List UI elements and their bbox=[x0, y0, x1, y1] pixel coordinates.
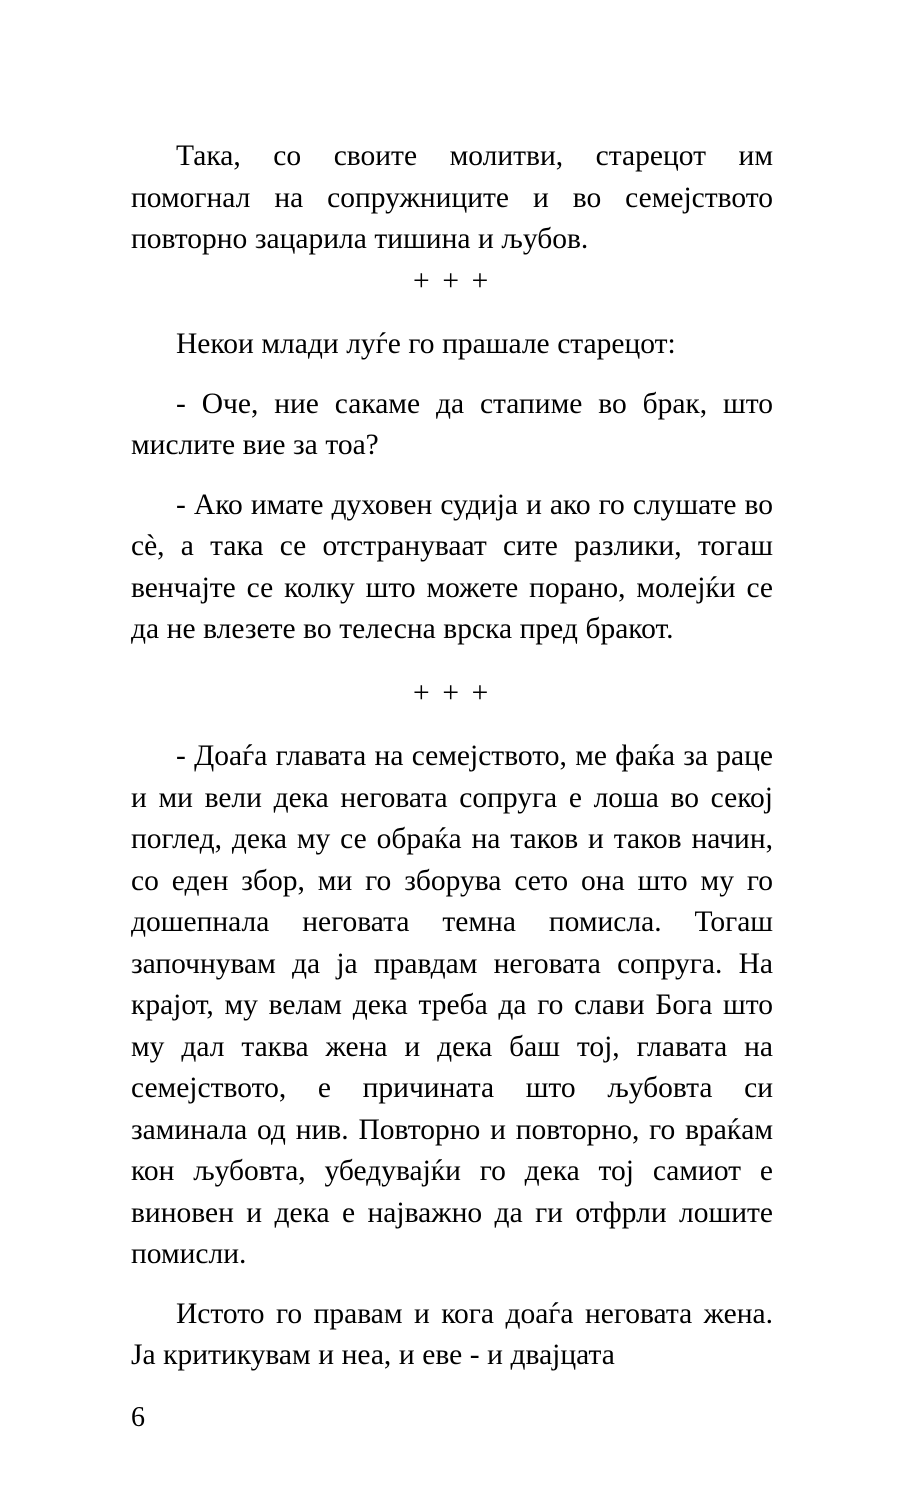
dialogue-paragraph: - Ако имате духовен судија и ако го слушате во сѐ, а така се отстрануваат сите разлики, тогаш венчајте се колку што можете порано, молејќи се да не влезете во телесна врска пред бракот. bbox=[131, 488, 773, 645]
section-separator: + + + bbox=[413, 264, 491, 297]
paragraph: Некои млади луѓе го прашале старецот: bbox=[176, 328, 676, 360]
dialogue-paragraph: - Доаѓа главата на семејството, ме фаќа за раце и ми вели дека неговата сопруга е лоша во секој поглед, дека му се обраќа на таков и таков начин, со еден збор, ми го зборува сето она што му го дошепнала неговата темна помисла. Тогаш започнувам да ја правдам неговата сопруга. На крајот, му велам дека треба да го слави Бога што му дал таква жена и дека баш тој, главата на семејството, е причината што љубовта си заминала од нив. Повторно и повторно, го враќам кон љубовта, убедувајќи го дека тој самиот е виновен и дека е најважно да ги отфрли лошите помисли. bbox=[131, 740, 773, 1270]
paragraph: Истото го правам и кога доаѓа неговата жена. Ја критикувам и неа, и еве - и двајцата bbox=[131, 1297, 773, 1371]
page-text-block bbox=[131, 136, 773, 1377]
paragraph: Така, со своите молитви, старецот им помогнал на сопружниците и во семејството повторно зацарила тишина и љубов. bbox=[131, 140, 773, 255]
dialogue-paragraph: - Оче, ние сакаме да стапиме во брак, што мислите вие за тоа? bbox=[131, 387, 773, 461]
page-number: 6 bbox=[131, 1402, 145, 1433]
section-separator: + + + bbox=[413, 676, 491, 709]
